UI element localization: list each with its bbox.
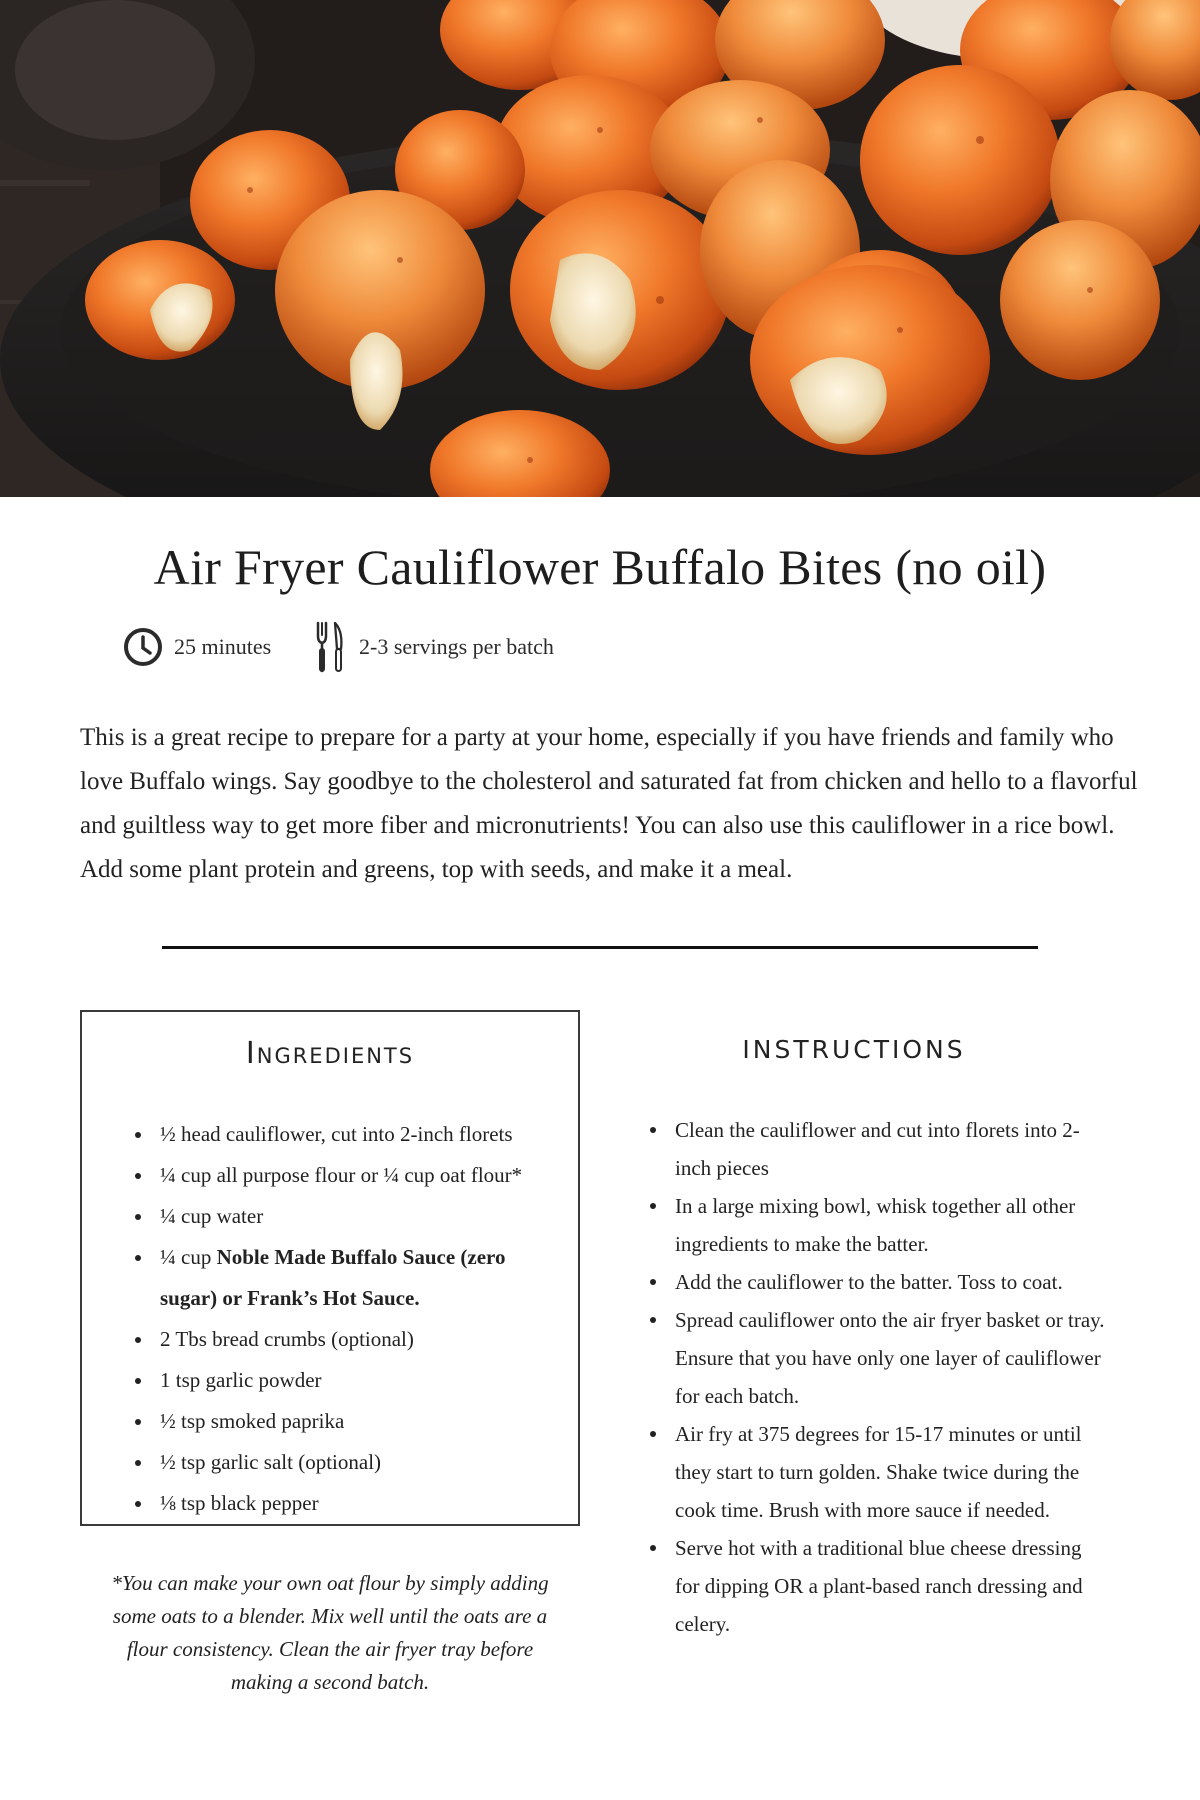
servings-label: 2-3 servings per batch xyxy=(359,634,554,659)
instruction-step: Add the cauliflower to the batter. Toss to coat. xyxy=(675,1263,1105,1301)
oat-flour-note: *You can make your own oat flour by simply adding some oats to a blender. Mix well until the oats are a flour consistency. Clean the air fryer tray before making a second batch. xyxy=(111,1571,549,1694)
ingredient-item: ¼ cup water xyxy=(160,1196,560,1237)
ingredient-qty: ¼ cup xyxy=(160,1245,217,1269)
ingredients-heading: Ingredients xyxy=(245,1036,415,1071)
prep-time-label: 25 minutes xyxy=(174,634,272,659)
instruction-step: Spread cauliflower onto the air fryer basket or tray. Ensure that you have only one layer of cauliflower for each batch. xyxy=(675,1301,1105,1415)
clock-icon xyxy=(122,626,164,668)
ingredient-sauce: Noble Made Buffalo Sauce (zero sugar) or Frank’s Hot Sauce. xyxy=(160,1245,506,1310)
intro-paragraph: This is a great recipe to prepare for a party at your home, especially if you have friends and family who love Buffalo wings. Say goodbye to the cholesterol and saturated fat from chicken and hello to a flavorful and guiltless way to get more fiber and micronutrients! You can also use this cauliflower in a rice bowl. Add some plant protein and greens, top with seeds, and make it a meal. xyxy=(80,724,1138,883)
ingredient-item xyxy=(160,1237,560,1319)
recipe-title: Air Fryer Cauliflower Buffalo Bites (no oil) xyxy=(153,539,1047,595)
ingredient-item: ⅛ tsp black pepper xyxy=(160,1483,560,1524)
instruction-step: Serve hot with a traditional blue cheese dressing for dipping OR a plant-based ranch dressing and celery. xyxy=(675,1529,1105,1643)
ingredient-item: ½ tsp smoked paprika xyxy=(160,1401,560,1442)
ingredient-item: ½ tsp garlic salt (optional) xyxy=(160,1442,560,1483)
buffalo-cauliflower-illustration xyxy=(0,0,1200,497)
ingredient-item: 1 tsp garlic powder xyxy=(160,1360,560,1401)
ingredient-item: ¼ cup all purpose flour or ¼ cup oat flour* xyxy=(160,1155,560,1196)
ingredients-list xyxy=(160,1114,560,1524)
instruction-step: Clean the cauliflower and cut into florets into 2-inch pieces xyxy=(675,1111,1105,1187)
fork-knife-icon xyxy=(315,621,345,673)
instruction-step: Air fry at 375 degrees for 15-17 minutes or until they start to turn golden. Shake twice during the cook time. Brush with more sauce if needed. xyxy=(675,1415,1105,1529)
prep-time xyxy=(122,622,271,672)
instruction-step: In a large mixing bowl, whisk together all other ingredients to make the batter. xyxy=(675,1187,1105,1263)
ingredient-item: 2 Tbs bread crumbs (optional) xyxy=(160,1319,560,1360)
instructions-heading: INSTRUCTIONS xyxy=(742,1035,966,1064)
ingredient-item: ½ head cauliflower, cut into 2-inch florets xyxy=(160,1114,560,1155)
ingredients-box xyxy=(80,1010,580,1694)
instructions-list xyxy=(675,1111,1105,1643)
servings xyxy=(315,622,554,672)
section-divider xyxy=(162,946,1038,949)
hero-photo xyxy=(0,0,1200,497)
